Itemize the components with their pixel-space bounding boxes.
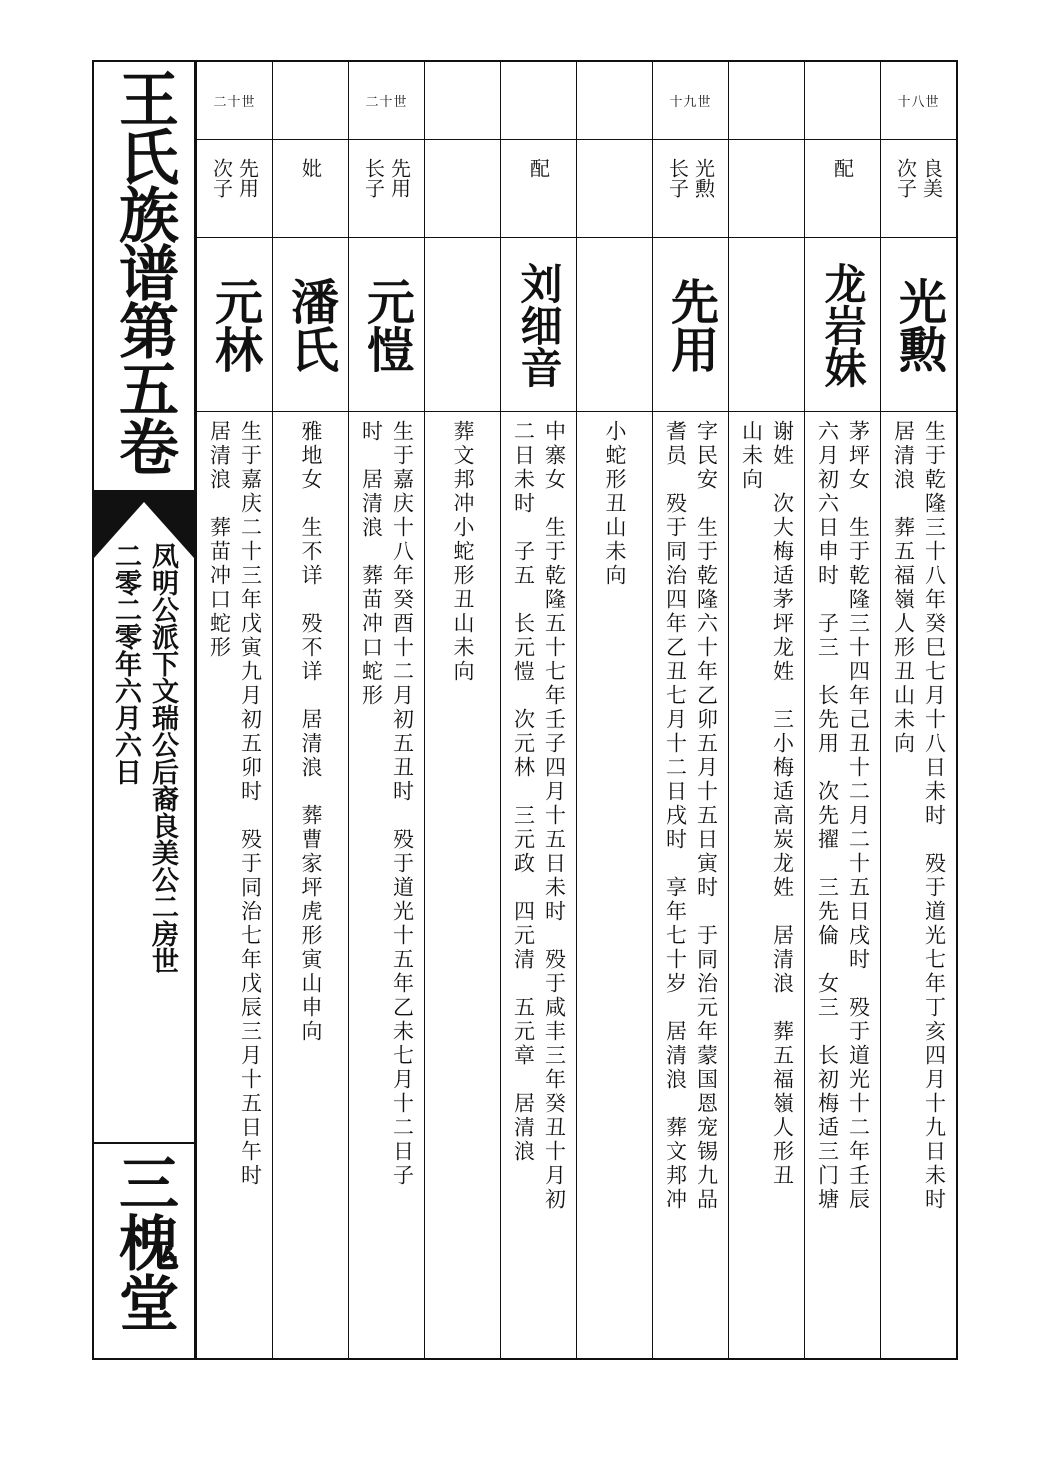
person-name: 刘细音 — [514, 261, 564, 388]
relation-label: 光勲 长子 — [665, 158, 716, 198]
relation-label: 良美 次子 — [893, 158, 944, 198]
biography-text: 小蛇形丑山未向 — [603, 420, 627, 588]
person-name: 元林 — [206, 276, 263, 373]
entry-column — [576, 62, 652, 1360]
person-name: 元愷 — [358, 276, 415, 373]
entry-column — [348, 62, 424, 1360]
lineage-subtitle: 凤明公派下文瑞公后裔良美公二房世 — [147, 542, 178, 974]
person-name: 光勲 — [890, 276, 947, 373]
volume-title-text: 王氏族谱第五卷 — [109, 68, 179, 474]
relation-label: 配 — [830, 158, 855, 178]
generation-label: 十八世 — [897, 95, 940, 110]
entry-column — [424, 62, 500, 1360]
relation-label: 配 — [526, 158, 551, 178]
person-name: 潘氏 — [282, 276, 339, 373]
biography-text: 谢姓 次大梅适茅坪龙姓 三小梅适高炭龙姓 居清浪 葬五福嶺人形丑 山未向 — [739, 420, 795, 1188]
genealogy-page — [92, 60, 958, 1360]
generation-label: 二十世 — [365, 95, 408, 110]
generation-label: 十九世 — [669, 95, 712, 110]
entry-column — [500, 62, 576, 1360]
biography-text: 生于嘉庆二十三年戊寅九月初五卯时 殁于同治七年戊辰三月十五日午时 居清浪 葬苗冲口蛇形 — [207, 420, 263, 1188]
volume-title — [94, 68, 194, 488]
entry-column — [804, 62, 880, 1360]
spine — [94, 62, 196, 1360]
relation-label: 先用 长子 — [361, 158, 412, 198]
hall-name — [94, 1152, 194, 1352]
spine-subtitle-block — [94, 542, 194, 1142]
entry-column — [196, 62, 272, 1360]
person-name: 龙岩妹 — [818, 261, 868, 388]
generation-label: 二十世 — [213, 95, 256, 110]
entry-column — [728, 62, 804, 1360]
hall-name-text: 三槐堂 — [109, 1152, 179, 1332]
biography-text: 中寨女 生于乾隆五十七年壬子四月十五日未时 殁于咸丰三年癸丑十月初 二日未时 子五 长元愷 次元林 三元政 四元清 五元章 居清浪 — [511, 420, 567, 1212]
person-name: 先用 — [662, 276, 719, 373]
biography-text: 雅地女 生不详 殁不详 居清浪 葬曹家坪虎形寅山申向 — [299, 420, 323, 1044]
biography-text: 字民安 生于乾隆六十年乙卯五月十五日寅时 于同治元年蒙国恩宠锡九品 耆员 殁于同治四年乙丑七月十二日戌时 享年七十岁 居清浪 葬文邦冲 — [663, 420, 719, 1212]
relation-label: 妣 — [298, 158, 323, 178]
relation-label: 先用 次子 — [209, 158, 260, 198]
biography-text: 葬文邦冲小蛇形丑山未向 — [451, 420, 475, 684]
spine-divider-bottom — [94, 1142, 194, 1144]
biography-text: 生于乾隆三十八年癸巳七月十八日未时 殁于道光七年丁亥四月十九日未时 居清浪 葬五福嶺人形丑山未向 — [891, 420, 947, 1212]
biography-text: 茅坪女 生于乾隆三十四年己丑十二月二十五日戌时 殁于道光十二年壬辰 六月初六日申时 子三 长先用 次先擢 三先倫 女三 长初梅适三门塘 — [815, 420, 871, 1212]
entry-column — [880, 62, 956, 1360]
entry-column — [272, 62, 348, 1360]
biography-text: 生于嘉庆十八年癸酉十二月初五丑时 殁于道光十五年乙未七月十二日子 时 居清浪 葬苗冲口蛇形 — [359, 420, 415, 1188]
entry-column — [652, 62, 728, 1360]
compile-date: 二零二零年六月六日 — [110, 542, 141, 785]
